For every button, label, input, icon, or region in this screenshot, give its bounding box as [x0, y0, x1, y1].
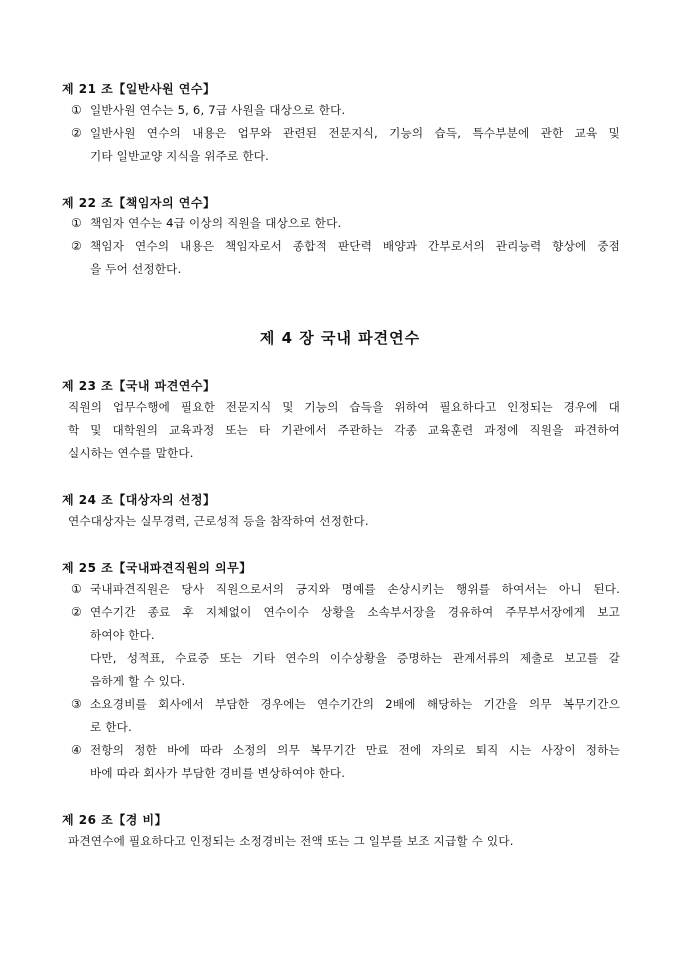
article-23-line-3: 실시하는 연수를 말한다. [68, 446, 194, 460]
article-23-line-1: 직원의 업무수행에 필요한 전문지식 및 기능의 습득을 위하여 필요하다고 인정되는 경우에 대 [68, 400, 620, 414]
article-22-item-1: 책임자 연수는 4급 이상의 직원을 대상으로 한다. [90, 216, 342, 230]
article-21-title: 제 21 조【일반사원 연수】 [62, 82, 216, 96]
article-25-item-2-line-3: 다만, 성적표, 수료증 또는 기타 연수의 이수상황을 증명하는 관계서류의 제출로 보고를 갈 [90, 651, 620, 665]
article-25-item-2-line-4: 음하게 할 수 있다. [90, 674, 186, 688]
article-22-item-2-line-1: 책임자 연수의 내용은 책임자로서 종합적 판단력 배양과 간부로서의 관리능력 향상에 중점 [90, 239, 620, 253]
article-24-title: 제 24 조【대상자의 선정】 [62, 493, 216, 507]
article-21-item-1-number: ① [71, 103, 82, 117]
article-25-item-3-number: ③ [71, 697, 82, 711]
article-21-item-2-line-2: 기타 일반교양 지식을 위주로 한다. [90, 149, 270, 163]
article-25-item-2-line-2: 하여야 한다. [90, 628, 155, 642]
article-25-item-1: 국내파견직원은 당사 직원으로서의 긍지와 명예를 손상시키는 행위를 하여서는 아니 된다. [90, 582, 620, 596]
article-26-title: 제 26 조【경 비】 [62, 813, 168, 827]
chapter-title: 제 4 장 국내 파견연수 [259, 329, 421, 347]
article-22-item-1-number: ① [71, 216, 82, 230]
article-25-title: 제 25 조【국내파견직원의 의무】 [62, 561, 252, 575]
article-23-title: 제 23 조【국내 파견연수】 [62, 379, 216, 393]
article-21-item-2-number: ② [71, 126, 82, 140]
article-24-line-1: 연수대상자는 실무경력, 근로성적 등을 참작하여 선정한다. [68, 514, 369, 528]
article-25-item-1-number: ① [71, 582, 82, 596]
article-23-line-2: 학 및 대학원의 교육과정 또는 타 기관에서 주관하는 각종 교육훈련 과정에 직원을 파견하여 [68, 423, 620, 437]
article-25-item-2-number: ② [71, 605, 82, 619]
article-21-item-1: 일반사원 연수는 5, 6, 7급 사원을 대상으로 한다. [90, 103, 346, 117]
article-25-item-4-number: ④ [71, 743, 82, 757]
article-25-item-3-line-2: 로 한다. [90, 720, 132, 734]
article-25-item-4-line-1: 전항의 정한 바에 따라 소정의 의무 복무기간 만료 전에 자의로 퇴직 시는 사장이 정하는 [90, 743, 620, 757]
article-25-item-2-line-1: 연수기간 종료 후 지체없이 연수이수 상황을 소속부서장을 경유하여 주무부서장에게 보고 [90, 605, 620, 619]
article-21-item-2-line-1: 일반사원 연수의 내용은 업무와 관련된 전문지식, 기능의 습득, 특수부분에 관한 교육 및 [90, 126, 620, 140]
article-22-item-2-number: ② [71, 239, 82, 253]
article-25-item-3-line-1: 소요경비를 회사에서 부담한 경우에는 연수기간의 2배에 해당하는 기간을 의무 복무기간으 [90, 697, 620, 711]
article-22-item-2-line-2: 을 두어 선정한다. [90, 262, 182, 276]
article-26-line-1: 파견연수에 필요하다고 인정되는 소정경비는 전액 또는 그 일부를 보조 지급할 수 있다. [68, 834, 514, 848]
article-22-title: 제 22 조【책임자의 연수】 [62, 196, 216, 210]
article-25-item-4-line-2: 바에 따라 회사가 부담한 경비를 변상하여야 한다. [90, 766, 346, 780]
